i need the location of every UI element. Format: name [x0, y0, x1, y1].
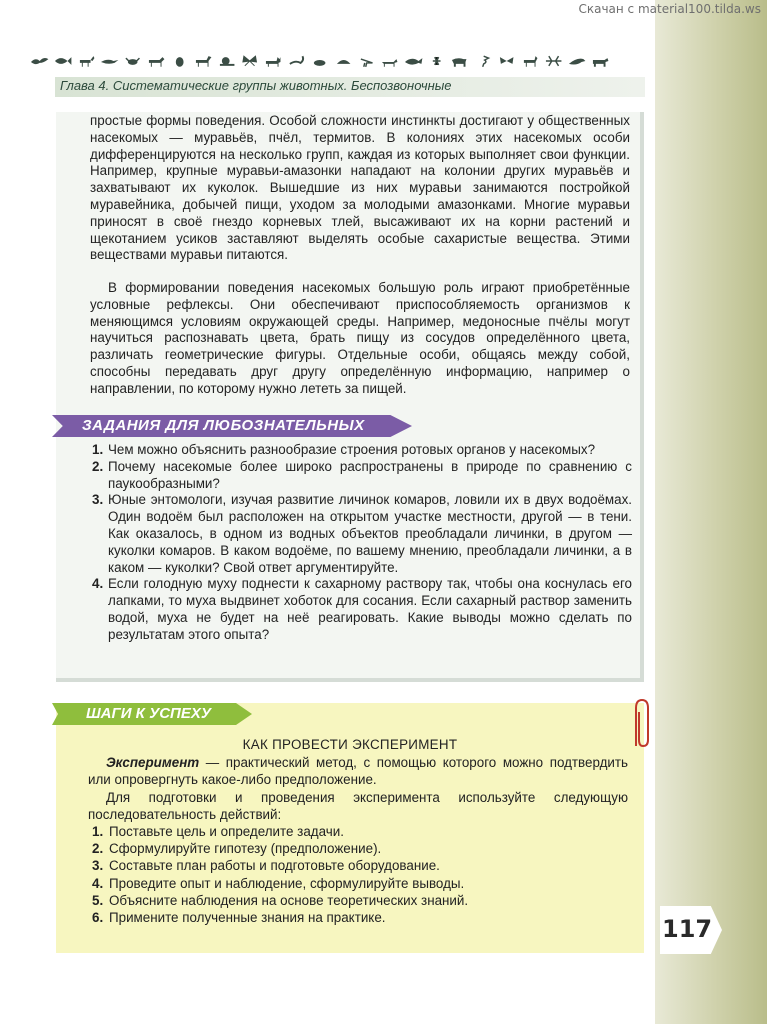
seal-icon: [567, 54, 586, 68]
step-item: [92, 875, 612, 892]
experiment-steps-list: [92, 823, 612, 926]
cat-icon: [264, 54, 283, 68]
task-item: [92, 459, 632, 493]
step-number: 3.: [92, 858, 104, 874]
step-text: Объясните наблюдения на основе теоретических знаний.: [109, 892, 469, 908]
task-item: [92, 442, 632, 459]
step-number: 2.: [92, 841, 104, 857]
step-number: 4.: [92, 875, 104, 891]
crab-icon: [123, 54, 142, 68]
moth-icon: [497, 54, 516, 68]
whale-icon: [404, 54, 423, 68]
step-text: Сформулируйте гипотезу (предположение).: [109, 841, 382, 857]
paragraph-2: В формировании поведения насекомых большую роль играют приобретённые условные рефлексы. Они обеспечивают приспособляемость организмов к меняющимся условиям окружающей среды. Например, медоносные пчёлы могут научиться распознавать цвета, брать пищу из сосудов определённого цвета, различать геометрические фигуры. Отдельные особи, общаясь между собой, способны передавать друг другу определённую информацию, например о направлении, по которому нужно лететь за пищей.: [90, 280, 630, 396]
deer-icon: [77, 54, 96, 68]
task-text: Почему насекомые более широко распространены в природе по сравнению с паукообразными?: [108, 458, 632, 491]
success-heading: ШАГИ К УСПЕХУ: [86, 705, 212, 722]
step-text: Составьте план работы и подготовьте оборудование.: [109, 858, 440, 874]
chapter-title: Глава 4. Систематические группы животных. Беспозвоночные: [60, 78, 452, 93]
step-text: Поставьте цель и определите задачи.: [109, 824, 344, 839]
task-text: Юные энтомологи, изучая развитие личинок комаров, ловили их в двух водоёмах. Один водоём был расположен на открытом участке местности, другой — в тени. Как оказалось, в одном из водных объектов преобладали личинки, в другом — куколки комаров. В каком водоёме, по вашему мнению, преобладали личинки, а в каком — куколки? Свой ответ аргументируйте.: [108, 492, 632, 575]
frog-icon: [310, 54, 329, 68]
task-item: [92, 576, 632, 643]
fish-icon: [53, 54, 72, 68]
step-text: Проведите опыт и наблюдение, сформулируйте выводы.: [109, 875, 465, 891]
paragraph-1: простые формы поведения. Особой сложности инстинкты достигают у общественных насекомых — муравьёв, пчёл, термитов. В колониях этих насекомых особи дифференцируются на несколько групп, каждая из которых выполняет свои функции. Например, крупные муравьи-амазонки нападают на колонии других муравьёв и захватывают их куколок. Вышедшие из них муравьи занимаются постройкой муравейника, добычей пищи, уходом за молодыми амазонками. Многие муравьи приносят в своё гнездо корневых тлей, высаживают их на корни растений и щекотанием усиков заставляют выделять особые сахаристые вещества. Этими веществами муравьи питаются.: [90, 113, 630, 263]
bird-icon: [30, 54, 49, 68]
tasks-list: [92, 442, 632, 644]
step-item: [92, 909, 612, 926]
beetle-icon: [170, 54, 189, 68]
snail-icon: [217, 54, 236, 68]
bear-icon: [450, 54, 469, 68]
task-number: 1.: [92, 442, 104, 457]
watermark: Скачан с material100.tilda.ws: [578, 2, 761, 16]
step-number: 5.: [92, 892, 104, 908]
step-text: Примените полученные знания на практике.: [109, 910, 386, 926]
experiment-intro: Для подготовки и проведения эксперимента используйте следующую последовательность действий:: [88, 790, 628, 822]
task-number: 2.: [92, 458, 104, 474]
step-number: 1.: [92, 824, 104, 839]
task-number: 4.: [92, 576, 104, 592]
fox-icon: [380, 54, 399, 68]
task-text: Чем можно объяснить разнообразие строения ротовых органов у насекомых?: [108, 442, 596, 457]
stork-icon: [357, 54, 376, 68]
task-number: 3.: [92, 492, 104, 508]
rhino-icon: [591, 54, 610, 68]
step-item: [92, 892, 612, 909]
insect-icon: [427, 54, 446, 68]
page-edge-strip: [655, 0, 767, 1024]
task-text: Если голодную муху поднести к сахарному раствору так, чтобы она коснулась его лапками, то муха выдвинет хоботок для сосания. Если сахарный раствор заменить водой, муха не будет на неё реагировать. Какие выводы можно сделать по результатам этого опыта?: [108, 576, 632, 642]
step-item: [92, 823, 612, 840]
step-number: 6.: [92, 910, 104, 926]
step-item: [92, 857, 612, 874]
experiment-definition-text: — практический метод, с помощью которого можно подтвердить или опровергнуть какое-либо предположение.: [88, 755, 628, 787]
animal-silhouette-border: [30, 52, 610, 70]
page-number: 117: [662, 915, 713, 943]
experiment-term: Эксперимент: [106, 755, 200, 770]
scorpion-icon: [287, 54, 306, 68]
turtle-icon: [334, 54, 353, 68]
task-item: [92, 492, 632, 576]
goat-icon: [521, 54, 540, 68]
heron-icon: [474, 54, 493, 68]
horse-icon: [194, 54, 213, 68]
butterfly-icon: [240, 54, 259, 68]
dog-icon: [147, 54, 166, 68]
experiment-title: КАК ПРОВЕСТИ ЭКСПЕРИМЕНТ: [242, 737, 458, 752]
tasks-heading: ЗАДАНИЯ ДЛЯ ЛЮБОЗНАТЕЛЬНЫХ: [82, 417, 365, 434]
dragonfly-icon: [544, 54, 563, 68]
lizard-icon: [100, 54, 119, 68]
step-item: [92, 840, 612, 857]
experiment-definition: [88, 754, 628, 788]
